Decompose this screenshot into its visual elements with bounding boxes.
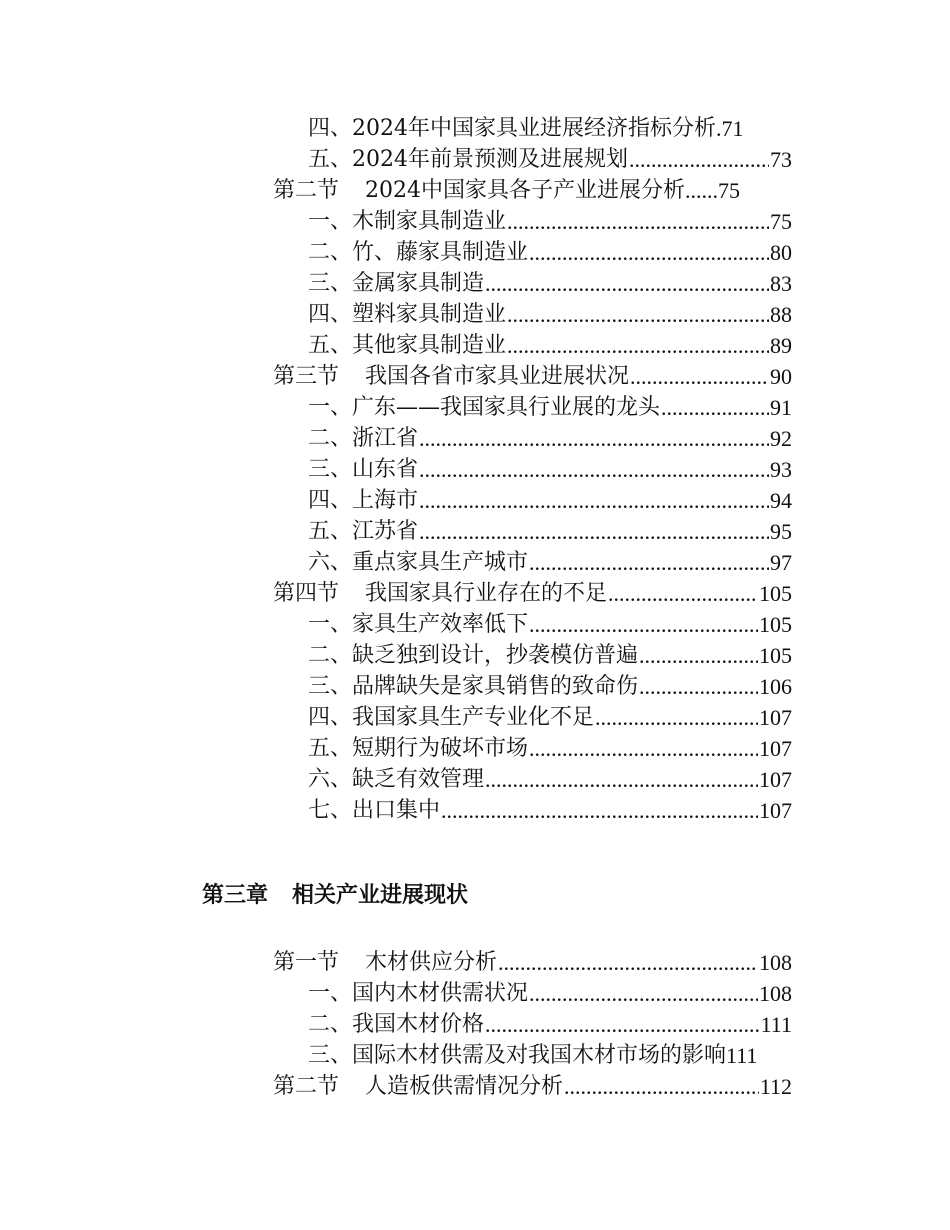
toc-entry[interactable] (308, 701, 792, 732)
toc-entry[interactable] (308, 484, 792, 515)
toc-entry-page: 106 (759, 674, 792, 699)
toc-section-name: 2024中国家具各子产业进展分析 (365, 178, 686, 203)
toc-section-name: 我国家具行业存在的不足 (365, 581, 608, 606)
toc-entry-leader (485, 1011, 760, 1039)
toc-entry[interactable] (308, 546, 792, 577)
toc-entry-page: 108 (759, 950, 792, 975)
toc-entry-page: 107 (759, 798, 792, 823)
toc-entry-title: 一、国内木材供需状况 (308, 981, 529, 1006)
toc-section-name: 木材供应分析 (365, 950, 498, 975)
chapter-title: 相关产业进展现状 (292, 883, 469, 908)
toc-entry-title: 二、缺乏独到设计，抄袭模仿普遍 (308, 643, 639, 668)
toc-entry[interactable] (308, 1008, 792, 1039)
toc-entry-leader: . (716, 116, 722, 141)
toc-entry-leader (630, 363, 769, 391)
toc-entry-page: 111 (726, 1043, 758, 1068)
toc-section-entry[interactable] (273, 946, 792, 977)
toc-entry[interactable] (308, 732, 792, 763)
toc-entry-page: 107 (759, 705, 792, 730)
toc-section-number: 第四节 (273, 581, 340, 606)
toc-entry-page: 91 (770, 395, 792, 420)
toc-entry[interactable] (308, 391, 792, 422)
toc-entry-title: 七、出口集中 (308, 798, 441, 823)
toc-entry-title: 四、2024年中国家具业进展经济指标分析 (308, 116, 716, 141)
toc-entry-title: 二、竹、藤家具制造业 (308, 240, 529, 265)
toc-entry-page: 107 (759, 736, 792, 761)
toc-entry-leader (529, 980, 758, 1008)
toc-entry-page: 89 (770, 333, 792, 358)
chapter-number: 第三章 (202, 883, 269, 908)
toc-entry[interactable] (308, 639, 792, 670)
toc-section-title (273, 580, 607, 608)
toc-entry-title: 五、江苏省 (308, 519, 419, 544)
toc-section-name: 我国各省市家具业进展状况 (365, 364, 630, 389)
toc-section-number: 第三节 (273, 364, 340, 389)
toc-section-title (273, 949, 497, 977)
toc-section-title (273, 363, 629, 391)
toc-entry-leader (507, 301, 769, 329)
toc-section-title (273, 1073, 563, 1101)
toc-entry-title: 六、重点家具生产城市 (308, 550, 529, 575)
toc-entry-leader (485, 270, 769, 298)
toc-entry[interactable] (308, 143, 792, 174)
toc-entry-page: 73 (770, 147, 792, 172)
toc-entry-page: 71 (721, 116, 744, 141)
toc-entry-page: 112 (759, 1074, 792, 1099)
toc-section-entry[interactable] (273, 577, 792, 608)
toc-entry[interactable] (308, 977, 792, 1008)
toc-entry-page: 105 (759, 643, 792, 668)
toc-section-entry[interactable] (273, 1070, 792, 1101)
toc-entry-leader (529, 549, 769, 577)
toc-section-name: 人造板供需情况分析 (365, 1074, 564, 1099)
toc-entry-page: 75 (718, 178, 741, 203)
toc-entry-leader (529, 735, 758, 763)
toc-entry-leader (608, 580, 758, 608)
toc-entry-page: 105 (759, 581, 792, 606)
toc-entry-leader (419, 425, 769, 453)
toc-entry-page: 105 (759, 612, 792, 637)
toc-entry-page: 90 (770, 364, 792, 389)
toc-entry-leader (419, 456, 769, 484)
toc-entry-leader (485, 766, 758, 794)
toc-entry-leader (661, 394, 769, 422)
toc-entry-title: 三、金属家具制造 (308, 271, 485, 296)
toc-entry-title: 三、国际木材供需及对我国木材市场的影响 (308, 1043, 727, 1068)
toc-entry-page: 88 (770, 302, 792, 327)
toc-entry-leader (507, 208, 769, 236)
toc-entry[interactable] (308, 329, 792, 360)
toc-entry-leader (419, 487, 769, 515)
toc-entry[interactable] (308, 205, 792, 236)
toc-entry-page: 83 (770, 271, 792, 296)
toc-entry[interactable] (308, 112, 792, 143)
toc-entry[interactable] (308, 267, 792, 298)
toc-section-number: 第二节 (273, 178, 340, 203)
toc-entry[interactable] (308, 298, 792, 329)
toc-entry-page: 75 (770, 209, 792, 234)
toc-entry[interactable] (308, 763, 792, 794)
toc-entry-leader (419, 518, 769, 546)
toc-entry-title: 一、家具生产效率低下 (308, 612, 529, 637)
toc-entry-leader (529, 239, 769, 267)
toc-section-entry[interactable] (273, 360, 792, 391)
toc-entry[interactable] (308, 794, 792, 825)
toc-entry-leader (507, 332, 769, 360)
toc-entry-page: 93 (770, 457, 792, 482)
toc-section-entry[interactable] (273, 174, 792, 205)
toc-entry-title: 三、山东省 (308, 457, 419, 482)
toc-entry[interactable] (308, 453, 792, 484)
toc-entry-title: 五、短期行为破坏市场 (308, 736, 529, 761)
toc-entry[interactable] (308, 422, 792, 453)
toc-entry-title: 三、品牌缺失是家具销售的致命伤 (308, 674, 639, 699)
toc-entry-page: 111 (760, 1012, 792, 1037)
toc-entry-title: 一、木制家具制造业 (308, 209, 507, 234)
toc-entry-title: 一、广东——我国家具行业展的龙头 (308, 395, 661, 420)
toc-entry-title: 四、塑料家具制造业 (308, 302, 507, 327)
toc-entry-title: 二、我国木材价格 (308, 1012, 485, 1037)
toc-entry-title: 五、2024年前景预测及进展规划 (308, 147, 628, 172)
toc-section-number: 第一节 (273, 950, 340, 975)
toc-entry-title: 四、我国家具生产专业化不足 (308, 705, 595, 730)
toc-entry-leader (498, 949, 758, 977)
toc-entry-leader (629, 146, 769, 174)
toc-section-number: 第二节 (273, 1074, 340, 1099)
toc-entry-leader (529, 611, 758, 639)
toc-entry-leader (639, 673, 758, 701)
toc-entry-page: 97 (770, 550, 792, 575)
toc-entry-leader (595, 704, 758, 732)
toc-entry-page: 94 (770, 488, 792, 513)
toc-section-title (273, 177, 685, 205)
toc-entry-leader (639, 642, 758, 670)
chapter-heading[interactable] (202, 878, 468, 909)
toc-entry[interactable] (308, 515, 792, 546)
toc-entry-leader (441, 797, 758, 825)
toc-entry-page: 108 (759, 981, 792, 1006)
toc-entry-title: 四、上海市 (308, 488, 419, 513)
toc-entry-title: 五、其他家具制造业 (308, 333, 507, 358)
toc-entry[interactable] (308, 236, 792, 267)
toc-entry-page: 95 (770, 519, 792, 544)
toc-entry-page: 107 (759, 767, 792, 792)
toc-entry-page: 92 (770, 426, 792, 451)
toc-entry[interactable] (308, 608, 792, 639)
toc-entry[interactable] (308, 1039, 818, 1070)
toc-entry-leader: ...... (685, 178, 719, 203)
toc-entry[interactable] (308, 670, 792, 701)
toc-entry-title: 六、缺乏有效管理 (308, 767, 485, 792)
toc-entry-leader (564, 1073, 759, 1101)
toc-entry-page: 80 (770, 240, 792, 265)
toc-entry-title: 二、浙江省 (308, 426, 419, 451)
